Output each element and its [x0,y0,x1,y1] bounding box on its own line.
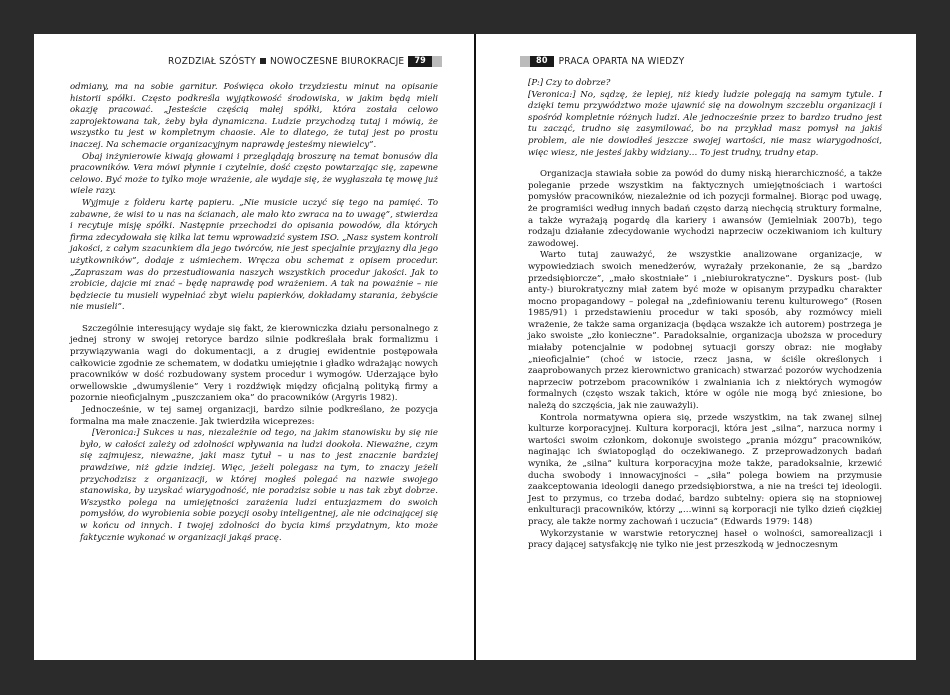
left-page-body [70,82,438,544]
body-paragraph: Organizacja stawiała sobie za powód do dumy niską hierarchiczność, a także poleganie przede wszystkim na faktycznych umiejętnościach i wartości pomysłów pracowników, niezależnie od ich pozycji formalnej. Biorąc pod uwagę, że programiści według innych badań często darzą niechęcią struktury formalne, a także wyrażają pogardę dla kariery i awansów (Jemielniak 2007b), tego rodzaju działanie zdecydowanie wychodzi naprzeciw oczekiwaniom ich kultury zawodowej. [528,169,882,249]
body-paragraph: Wykorzystanie w warstwie retorycznej haseł o wolności, samorealizacji i pracy dającej satysfakcję nie tylko nie jest przeszkodą w jednoczesnym [528,528,882,551]
quote-paragraph: [Veronica:] Sukces u nas, niezależnie od tego, na jakim stanowisku by się nie było, w całości zależy od zdolności wpływania na ludzi dookoła. Nieważne, czym się zajmujesz, nieważne, jaki masz tytuł – u nas to jest znacznie bardziej prawdziwe, niż gdzie indziej. Więc, jeżeli polegasz na tym, to znaczy jeżeli przychodzisz z organizacji, w której mogłeś polegać na nazwie swojego stanowiska, by uzyskać wiarygodność, nie poradzisz sobie u nas tak zbyt dobrze. Wszystko polega na umiejętności zarażenia ludzi entuzjazmem do swoich pomysłów, do wyrobienia sobie pozycji osoby inteligentnej, ale nie odcinającej się w końcu od innych. I twojej zdolności do bycia kimś przydatnym, kto może faktycznie wykonać w organizacji jakąś pracę. [80,428,438,543]
paragraph-gap [528,159,882,169]
quote-paragraph: Obaj inżynierowie kiwają głowami i przeglądają broszurę na temat bonusów dla pracowników. Vera mówi płynnie i czytelnie, dość często powtarzając się, zapewne celowo. Być może to tylko moje wrażenie, ale wydaje się, że wygłaszała tę mowę już wiele razy. [70,151,438,197]
chapter-label: ROZDZIAŁ SZÓSTY [167,55,256,67]
paragraph-gap [70,314,438,324]
body-paragraph: Jednocześnie, w tej samej organizacji, bardzo silnie podkreślano, że pozycja formalna ma małe znaczenie. Jak twierdziła wiceprezes: [70,405,438,427]
right-page [476,34,916,660]
quote-paragraph: Wyjmuje z folderu kartę papieru. „Nie musicie uczyć się tego na pamięć. To zabawne, że wisi to u nas na ścianach, ale mało kto zwraca na to uwagę”, stwierdza i recytuje misję spółki. Następnie przechodzi do opisania powodów, dla których firma zdecydowała się kilka lat temu wprowadzić system ISO. „Nasz system kontroli jakości, z całym szacunkiem dla jego twórców, nie jest specjalnie przyjazny dla jego użytkowników”, dodaje z uśmiechem. Wręcza obu schemat z opisem procedur. „Zapraszam was do przestudiowania naszych wszystkich procedur jakości. Jak to zrobicie, dajcie mi znać – będę naprawdę pod wrażeniem. A tak na poważnie – nie będziecie tu musieli wypełniać zbyt wielu papierków, dokładamy starania, żebyście nie musieli”. [70,197,438,313]
left-page [34,34,474,660]
square-bullet-icon [260,58,266,64]
quote-paragraph: [Veronica:] No, sądzę, że lepiej, niż kiedy ludzie polegają na samym tytule. I dzięki temu przywództwo może ujawnić się na dowolnym szczeblu organizacji i spośród kompletnie różnych ludzi. Ale jednocześnie przez to bardzo trudno jest tu zacząć, trudno się zasymilować, bo na przykład masz pomysł na jakiś problem, ale nie dowiodłeś jeszcze swojej wartości, nie masz wiarygodności, więc wiesz, nie jesteś jakby widziany… To jest trudny, trudny etap. [528,89,882,158]
quote-paragraph: [P:] Czy to dobrze? [528,78,611,88]
right-page-body [528,78,882,552]
body-paragraph: Szczególnie interesujący wydaje się fakt, że kierowniczka działu personalnego z jednej strony w swojej retoryce bardzo silnie podkreślała brak formalizmu i przywiązywania wagi do dokumentacji, a z drugiej ewidentnie postępowała całkowicie zgodnie ze schematem, w dodatku umiejętnie i gładko wdrażając nowych pracowników w dość rozbudowany system procedur i wymogów. Uderzające było orwellowskie „dwumyślenie” Very i rozdźwięk między oficjalną polityką firmy a pozornie nieoficjalnym „puszczaniem oka” do pracowników (Argyris 1982). [70,323,438,404]
quote-paragraph: odmiany, ma na sobie garnitur. Poświęca około trzydziestu minut na opisanie historii spółki. Często podkreśla wyjątkowość środowiska, w jakim będą mieli okazję pracować. „Jesteście częścią małej spółki, która została celowo zaprojektowana tak, żeby była dynamiczna. Ludzie przychodzą tutaj i mówią, że wszystko tu jest w kompletnym chaosie. Ale to dlatego, że tutaj jest po prostu inaczej. Na schemacie organizacyjnym naprawdę jesteśmy niewielcy”. [70,82,438,150]
running-header [520,54,684,68]
header-bar-decoration [432,56,442,67]
body-paragraph: Warto tutaj zauważyć, że wszystkie analizowane organizacje, w wypowiedziach swoich menedżerów, wyrażały przekonanie, że są „bardzo przedsiębiorcze”, „mało skostniałe” i „niebiurokratyczne”. Dyskurs post- (lub anty-) biurokratyczny miał zatem być może w opisanym przypadku charakter mocno propagandowy – polegał na „zdefiniowaniu terenu kulturowego” (Rosen 1985/91) i przedstawieniu procedur w taki sposób, aby rozmówcy mieli wrażenie, że także sama organizacja (będąca wszakże ich autorem) postrzega je jako swoiste „zło konieczne”. Paradoksalnie, organizacja uboższa w procedury miałaby potencjalnie w podobnej sytuacji gorszy obraz: nie mogłaby „nieoficjalnie” (choć w istocie, rzecz jasna, w ściśle określonych i zaaprobowanych przez kierownictwo granicach) stwarzać pozorów wychodzenia naprzeciw potrzebom pracowników i zwalniania ich z niektórych wymogów formalnych (często wszak takich, które w ogóle nie mogą być zniesione, bo należą do szczęścia, jak nie zauważyli). [528,250,882,412]
running-header [168,54,442,68]
page-number: 79 [408,56,432,67]
section-title: PRACA OPARTA NA WIEDZY [558,55,685,67]
body-paragraph: Kontrola normatywna opiera się, przede wszystkim, na tak zwanej silnej kulturze korporacyjnej. Kultura korporacji, która jest „silna”, narzuca normy i wartości swoim członkom, dokonuje swoistego „prania mózgu” pracowników, naginając ich światopogląd do oczekiwanego. Z przeprowadzonych badań wynika, że „silna” kultura korporacyjna może także, paradoksalnie, krzewić ducha swobody i innowacyjności – „siła” polega bowiem na przymusie zaakceptowania ideologii danego przedsiębiorstwa, a nie na treści tej ideologii. Jest to przymus, co trzeba dodać, bardzo subtelny: opiera się na stopniowej enkulturacji pracowników, którzy „…winni są korporacji nie tylko dzień ciężkiej pracy, ale także normy zachowań i uczucia” (Edwards 1979: 148) [528,412,882,527]
page-number: 80 [530,56,554,67]
chapter-title: NOWOCZESNE BIUROKRACJE [269,55,405,67]
header-bar-decoration [520,56,530,67]
